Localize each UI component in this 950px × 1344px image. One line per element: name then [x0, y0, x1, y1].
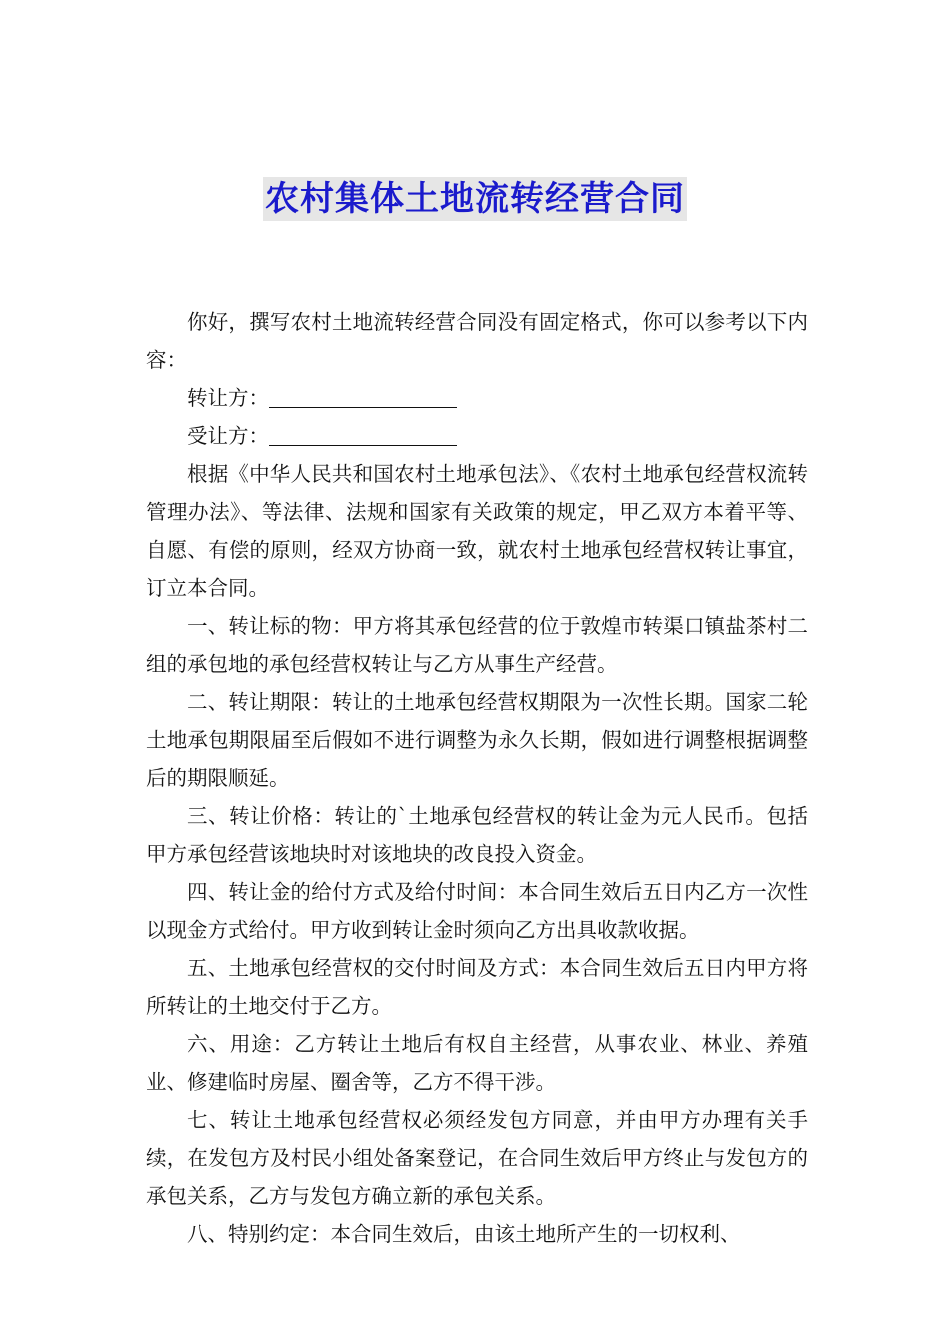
transferor-blank: [269, 387, 457, 408]
clause-1: 一、转让标的物：甲方将其承包经营的位于敦煌市转渠口镇盐茶村二组的承包地的承包经营权转让与乙方从事生产经营。: [146, 614, 808, 676]
clause-4: 四、转让金的给付方式及给付时间：本合同生效后五日内乙方一次性以现金方式给付。甲方收到转让金时须向乙方出具收款收据。: [146, 880, 808, 942]
preamble-paragraph: 根据《中华人民共和国农村土地承包法》、《农村土地承包经营权流转管理办法》、等法律、法规和国家有关政策的规定，甲乙双方本着平等、自愿、有偿的原则，经双方协商一致，就农村土地承包经营权转让事宜，订立本合同。: [146, 462, 808, 600]
document-title: 农村集体土地流转经营合同: [265, 179, 685, 219]
document-body: [146, 303, 808, 1253]
transferee-label: 受让方：: [187, 424, 269, 448]
transferee-blank: [269, 425, 457, 446]
clause-8: 八、特别约定：本合同生效后，由该土地所产生的一切权利、: [187, 1222, 741, 1246]
transferee-line: [146, 417, 808, 455]
clause-6: 六、用途：乙方转让土地后有权自主经营，从事农业、林业、养殖业、修建临时房屋、圈舍等，乙方不得干涉。: [146, 1032, 808, 1094]
clause-5: 五、土地承包经营权的交付时间及方式：本合同生效后五日内甲方将所转让的土地交付于乙方。: [146, 956, 808, 1018]
intro-paragraph: 你好，撰写农村土地流转经营合同没有固定格式，你可以参考以下内容：: [146, 310, 808, 372]
clause-3: 三、转让价格：转让的`土地承包经营权的转让金为元人民币。包括甲方承包经营该地块时对该地块的改良投入资金。: [146, 804, 808, 866]
clause-7: 七、转让土地承包经营权必须经发包方同意，并由甲方办理有关手续，在发包方及村民小组处备案登记，在合同生效后甲方终止与发包方的承包关系，乙方与发包方确立新的承包关系。: [146, 1108, 808, 1208]
transferor-line: [146, 379, 808, 417]
title-container: [0, 177, 950, 221]
transferor-label: 转让方：: [187, 386, 269, 410]
clause-2: 二、转让期限：转让的土地承包经营权期限为一次性长期。国家二轮土地承包期限届至后假如不进行调整为永久长期，假如进行调整根据调整后的期限顺延。: [146, 690, 808, 790]
